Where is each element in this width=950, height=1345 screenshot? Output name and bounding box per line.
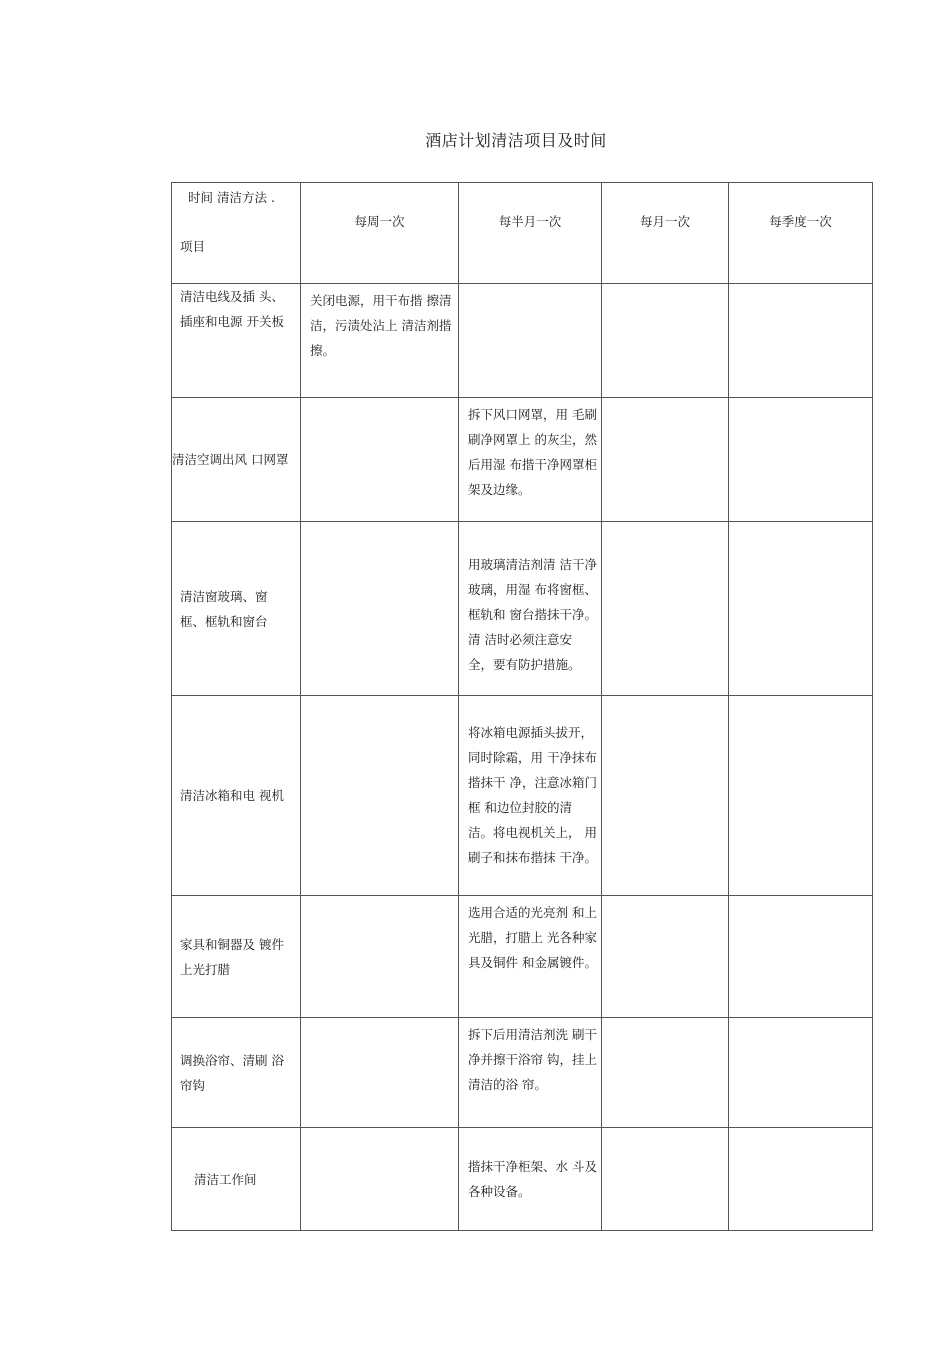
column-header-semimonthly: 每半月一次	[459, 183, 602, 284]
row-weekly-cell	[301, 398, 459, 522]
table-row	[172, 522, 873, 696]
row-quarterly-cell	[729, 1128, 873, 1231]
row-quarterly-cell	[729, 284, 873, 398]
row-monthly-cell	[602, 1128, 729, 1231]
row-monthly-cell	[602, 696, 729, 896]
row-item-cell: 清洁工作间	[172, 1128, 301, 1231]
table-row	[172, 896, 873, 1018]
document-title: 酒店计划清洁项目及时间	[425, 131, 607, 150]
row-weekly-cell	[301, 522, 459, 696]
corner-header-top: 时间 清洁方法 .	[188, 190, 275, 205]
row-quarterly-cell	[729, 398, 873, 522]
table-row	[172, 696, 873, 896]
table-row	[172, 398, 873, 522]
row-monthly-cell	[602, 522, 729, 696]
corner-header-cell	[172, 183, 301, 284]
row-weekly-cell	[301, 896, 459, 1018]
row-monthly-cell	[602, 284, 729, 398]
row-quarterly-cell	[729, 522, 873, 696]
row-monthly-cell	[602, 398, 729, 522]
column-header-quarterly: 每季度一次	[729, 183, 873, 284]
row-quarterly-cell	[729, 1018, 873, 1128]
row-semimonthly-cell: 将冰箱电源插头拔开，同时除霜，用 干净抹布揩抹干 净，注意冰箱门框 和边位封胶的清 洁。将电视机关上， 用刷子和抹布揩抹 干净。	[459, 696, 602, 896]
row-quarterly-cell	[729, 696, 873, 896]
row-item-cell: 清洁窗玻璃、窗 框、框轨和窗台	[172, 522, 301, 696]
row-weekly-cell	[301, 696, 459, 896]
column-header-monthly: 每月一次	[602, 183, 729, 284]
column-header-weekly: 每周一次	[301, 183, 459, 284]
row-quarterly-cell	[729, 896, 873, 1018]
row-semimonthly-cell: 拆下风口网罩，用 毛刷刷净网罩上 的灰尘，然后用湿 布揩干净网罩柜 架及边缘。	[459, 398, 602, 522]
row-monthly-cell	[602, 896, 729, 1018]
row-weekly-cell	[301, 1018, 459, 1128]
cleaning-schedule-table	[171, 182, 873, 1231]
row-semimonthly-cell: 揩抹干净柜架、水 斗及各种设备。	[459, 1128, 602, 1231]
table-header-row	[172, 183, 873, 284]
corner-header-bottom: 项目	[180, 239, 206, 254]
row-item-cell: 家具和铜器及 镀件上光打腊	[172, 896, 301, 1018]
row-item-cell: 调换浴帘、清刷 浴帘钩	[172, 1018, 301, 1128]
row-weekly-cell: 关闭电源，用干布揩 擦清洁，污渍处沾上 清洁剂揩擦。	[301, 284, 459, 398]
row-semimonthly-cell: 选用合适的光亮剂 和上光腊，打腊上 光各种家具及铜件 和金属镀件。	[459, 896, 602, 1018]
row-semimonthly-cell: 用玻璃清洁剂清 洁干净玻璃，用湿 布将窗框、框轨和 窗台揩抹干净。清 洁时必须注意安 全，要有防护措施。	[459, 522, 602, 696]
row-semimonthly-cell	[459, 284, 602, 398]
row-weekly-cell	[301, 1128, 459, 1231]
row-semimonthly-cell: 拆下后用清洁剂洗 刷干净并擦干浴帘 钩，挂上清洁的浴 帘。	[459, 1018, 602, 1128]
row-item-cell: 清洁空调出风 口网罩	[172, 398, 301, 522]
table-row	[172, 1128, 873, 1231]
row-monthly-cell	[602, 1018, 729, 1128]
row-item-cell: 清洁电线及插 头、插座和电源 开关板	[172, 284, 301, 398]
table-row	[172, 284, 873, 398]
table-row	[172, 1018, 873, 1128]
row-item-cell: 清洁冰箱和电 视机	[172, 696, 301, 896]
